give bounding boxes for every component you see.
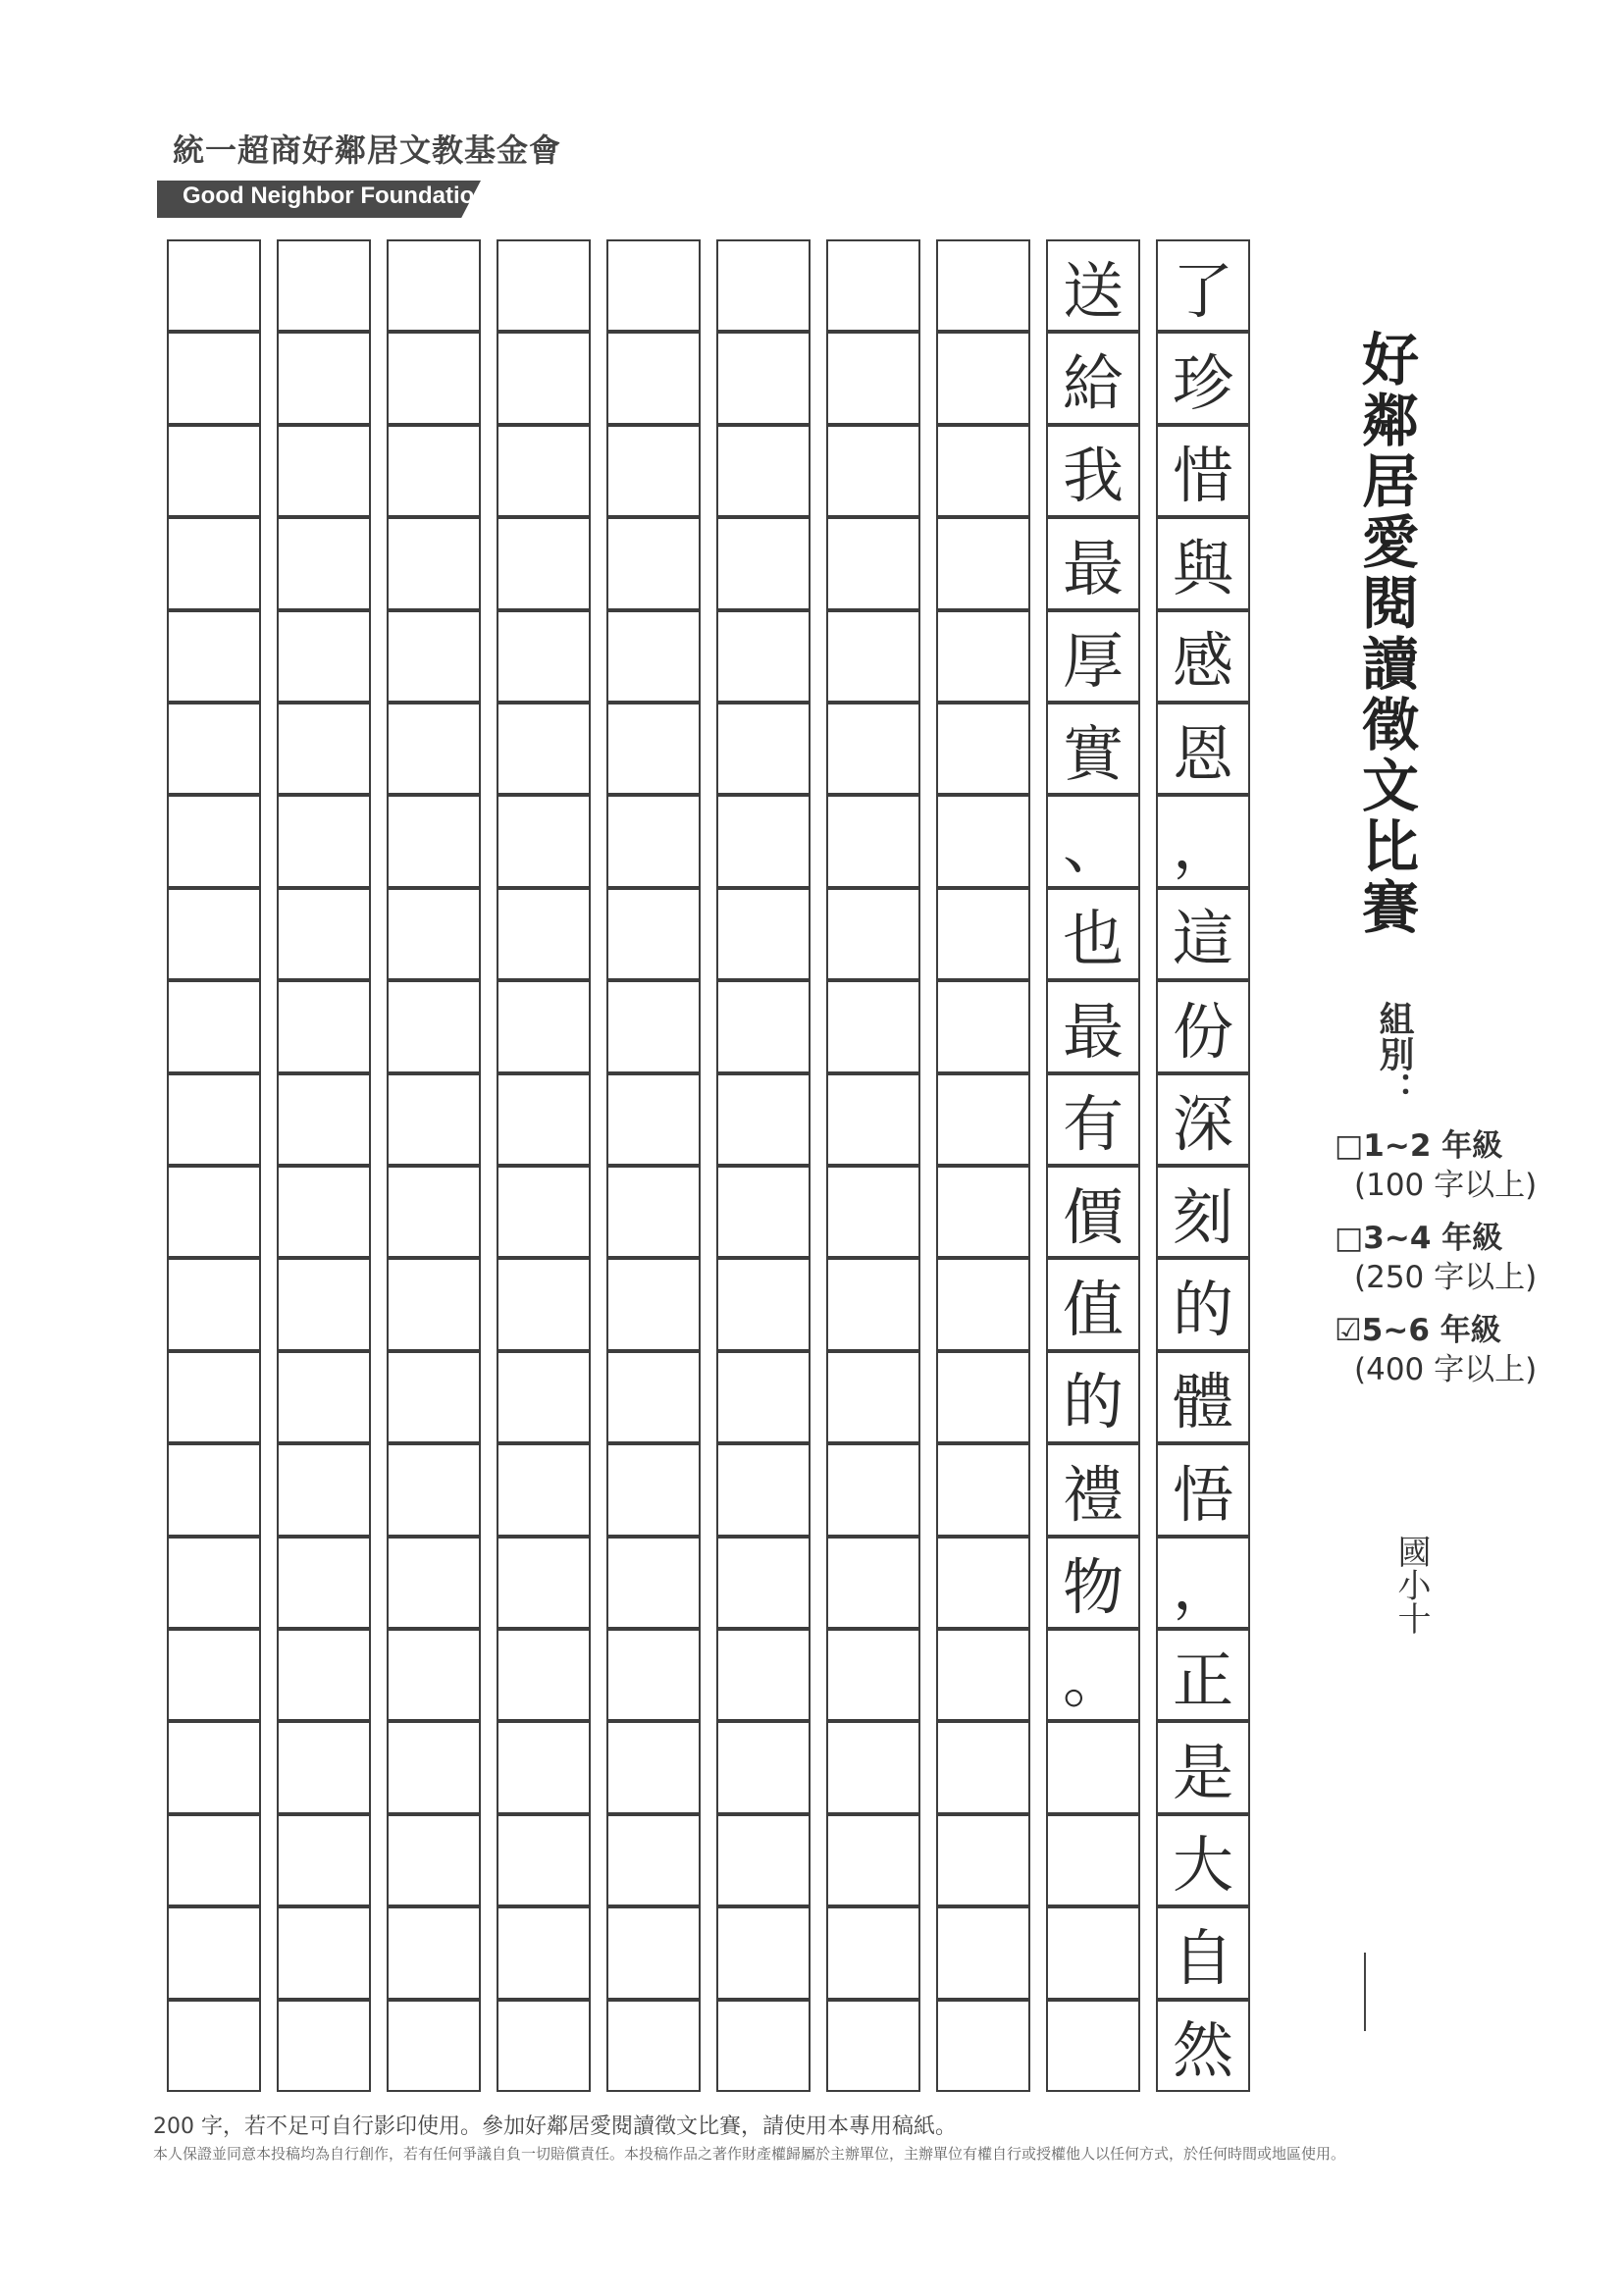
manuscript-cell[interactable]	[387, 1166, 481, 1258]
manuscript-cell[interactable]	[497, 517, 591, 609]
manuscript-cell[interactable]	[497, 1443, 591, 1536]
manuscript-cell[interactable]	[1046, 1814, 1140, 1906]
manuscript-cell[interactable]	[277, 888, 371, 980]
manuscript-cell[interactable]	[826, 1166, 920, 1258]
group-option-1-2[interactable]	[1335, 1126, 1537, 1205]
manuscript-cell[interactable]: 物	[1046, 1537, 1140, 1629]
manuscript-cell[interactable]: 悟	[1156, 1443, 1250, 1536]
manuscript-cell[interactable]	[606, 610, 701, 703]
manuscript-cell[interactable]	[826, 1721, 920, 1813]
manuscript-cell[interactable]	[167, 610, 261, 703]
manuscript-column	[497, 239, 591, 2092]
manuscript-cell[interactable]	[387, 1351, 481, 1443]
manuscript-cell[interactable]	[167, 1537, 261, 1629]
manuscript-cell[interactable]	[606, 980, 701, 1072]
manuscript-cell[interactable]: 的	[1046, 1351, 1140, 1443]
manuscript-cell[interactable]	[716, 1629, 811, 1721]
manuscript-cell[interactable]	[167, 1166, 261, 1258]
manuscript-cell[interactable]	[277, 1351, 371, 1443]
manuscript-column	[387, 239, 481, 2092]
manuscript-cell[interactable]	[936, 1166, 1030, 1258]
group-option-name: □3~4 年級	[1335, 1221, 1503, 1256]
manuscript-cell[interactable]: 最	[1046, 517, 1140, 609]
manuscript-cell[interactable]	[277, 795, 371, 887]
manuscript-cell[interactable]: 最	[1046, 980, 1140, 1072]
manuscript-cell[interactable]	[716, 1814, 811, 1906]
manuscript-cell[interactable]	[716, 703, 811, 795]
manuscript-cell[interactable]: 的	[1156, 1258, 1250, 1350]
manuscript-cell[interactable]	[387, 1258, 481, 1350]
manuscript-cell[interactable]: 深	[1156, 1073, 1250, 1166]
manuscript-cell[interactable]	[716, 1906, 811, 1999]
manuscript-cell[interactable]	[936, 425, 1030, 517]
manuscript-cell[interactable]	[936, 795, 1030, 887]
manuscript-cell[interactable]	[606, 1814, 701, 1906]
manuscript-cell[interactable]	[277, 1721, 371, 1813]
manuscript-cell[interactable]	[606, 1073, 701, 1166]
manuscript-cell[interactable]	[497, 1166, 591, 1258]
manuscript-cell[interactable]: 刻	[1156, 1166, 1250, 1258]
manuscript-cell[interactable]	[387, 1073, 481, 1166]
contest-title: 好鄰居愛閱讀徵文比賽	[1352, 330, 1419, 938]
manuscript-cell[interactable]	[716, 610, 811, 703]
manuscript-cell[interactable]	[167, 888, 261, 980]
manuscript-cell[interactable]	[826, 795, 920, 887]
group-option-name: ☑5~6 年級	[1335, 1313, 1501, 1348]
manuscript-cell[interactable]: 送	[1046, 239, 1140, 332]
manuscript-cell[interactable]	[936, 239, 1030, 332]
manuscript-cell[interactable]	[716, 1351, 811, 1443]
manuscript-cell[interactable]: 我	[1046, 425, 1140, 517]
manuscript-cell[interactable]	[277, 1443, 371, 1536]
manuscript-cell[interactable]: 是	[1156, 1721, 1250, 1813]
manuscript-cell[interactable]	[167, 332, 261, 424]
manuscript-cell[interactable]	[277, 1258, 371, 1350]
manuscript-cell[interactable]	[167, 239, 261, 332]
manuscript-cell[interactable]: 體	[1156, 1351, 1250, 1443]
manuscript-cell[interactable]	[387, 1537, 481, 1629]
manuscript-cell[interactable]: 也	[1046, 888, 1140, 980]
group-option-note: (400 字以上)	[1354, 1352, 1538, 1387]
manuscript-cell[interactable]	[497, 2000, 591, 2092]
manuscript-cell[interactable]: 厚	[1046, 610, 1140, 703]
manuscript-cell[interactable]	[167, 1073, 261, 1166]
manuscript-cell[interactable]	[826, 1443, 920, 1536]
manuscript-cell[interactable]	[497, 888, 591, 980]
manuscript-cell[interactable]	[716, 1073, 811, 1166]
manuscript-cell[interactable]	[826, 425, 920, 517]
manuscript-cell[interactable]	[497, 980, 591, 1072]
manuscript-cell[interactable]	[716, 2000, 811, 2092]
manuscript-cell[interactable]	[167, 703, 261, 795]
group-option-5-6[interactable]	[1335, 1311, 1537, 1389]
manuscript-cell[interactable]	[826, 517, 920, 609]
manuscript-cell[interactable]	[277, 1814, 371, 1906]
manuscript-cell[interactable]	[167, 1258, 261, 1350]
manuscript-cell[interactable]	[387, 239, 481, 332]
manuscript-cell[interactable]	[606, 888, 701, 980]
manuscript-cell[interactable]	[167, 795, 261, 887]
manuscript-cell[interactable]	[387, 1629, 481, 1721]
manuscript-cell[interactable]	[497, 425, 591, 517]
manuscript-cell[interactable]	[387, 332, 481, 424]
manuscript-cell[interactable]	[167, 1906, 261, 1999]
manuscript-cell[interactable]	[387, 2000, 481, 2092]
manuscript-cell[interactable]	[167, 425, 261, 517]
group-option-3-4[interactable]	[1335, 1219, 1537, 1297]
manuscript-cell[interactable]	[936, 980, 1030, 1072]
manuscript-cell[interactable]	[1046, 1906, 1140, 1999]
manuscript-cell[interactable]	[167, 517, 261, 609]
group-option-note: (100 字以上)	[1354, 1168, 1538, 1203]
manuscript-cell[interactable]	[826, 1351, 920, 1443]
manuscript-cell[interactable]	[1046, 2000, 1140, 2092]
manuscript-cell[interactable]	[497, 1537, 591, 1629]
manuscript-cell[interactable]	[606, 1721, 701, 1813]
manuscript-cell[interactable]	[936, 610, 1030, 703]
manuscript-cell[interactable]: ，	[1156, 795, 1250, 887]
manuscript-cell[interactable]: 大	[1156, 1814, 1250, 1906]
manuscript-cell[interactable]	[497, 703, 591, 795]
school-handwritten: 十	[1391, 1601, 1431, 1635]
manuscript-column	[606, 239, 701, 2092]
manuscript-cell[interactable]	[936, 703, 1030, 795]
manuscript-cell[interactable]	[826, 703, 920, 795]
manuscript-cell[interactable]	[606, 1443, 701, 1536]
school-divider-line	[1364, 1953, 1366, 2031]
manuscript-cell[interactable]: 珍	[1156, 332, 1250, 424]
manuscript-cell[interactable]	[606, 1537, 701, 1629]
manuscript-cell[interactable]	[826, 1906, 920, 1999]
manuscript-cell[interactable]	[936, 1721, 1030, 1813]
manuscript-cell[interactable]	[606, 703, 701, 795]
manuscript-cell[interactable]: 感	[1156, 610, 1250, 703]
manuscript-cell[interactable]	[277, 1166, 371, 1258]
manuscript-column	[1156, 239, 1250, 2092]
manuscript-cell[interactable]	[387, 425, 481, 517]
manuscript-cell[interactable]	[716, 888, 811, 980]
manuscript-cell[interactable]	[936, 2000, 1030, 2092]
manuscript-cell[interactable]: 份	[1156, 980, 1250, 1072]
manuscript-cell[interactable]	[167, 1814, 261, 1906]
manuscript-cell[interactable]	[826, 1537, 920, 1629]
manuscript-cell[interactable]: ，	[1156, 1537, 1250, 1629]
manuscript-cell[interactable]	[606, 239, 701, 332]
manuscript-cell[interactable]	[497, 1629, 591, 1721]
manuscript-cell[interactable]	[716, 980, 811, 1072]
manuscript-cell[interactable]: 這	[1156, 888, 1250, 980]
manuscript-cell[interactable]	[936, 1906, 1030, 1999]
manuscript-cell[interactable]	[826, 1073, 920, 1166]
manuscript-cell[interactable]	[936, 1351, 1030, 1443]
manuscript-cell[interactable]: 惜	[1156, 425, 1250, 517]
manuscript-cell[interactable]	[167, 1721, 261, 1813]
manuscript-cell[interactable]	[277, 517, 371, 609]
manuscript-cell[interactable]: 給	[1046, 332, 1140, 424]
manuscript-cell[interactable]	[387, 980, 481, 1072]
manuscript-cell[interactable]	[826, 980, 920, 1072]
manuscript-cell[interactable]	[387, 1814, 481, 1906]
manuscript-cell[interactable]	[716, 1537, 811, 1629]
manuscript-cell[interactable]: 正	[1156, 1629, 1250, 1721]
manuscript-cell[interactable]	[936, 1537, 1030, 1629]
manuscript-cell[interactable]	[826, 332, 920, 424]
manuscript-cell[interactable]	[277, 239, 371, 332]
school-country-label: 國	[1391, 1535, 1431, 1568]
manuscript-cell[interactable]	[277, 610, 371, 703]
manuscript-cell[interactable]	[826, 888, 920, 980]
group-option-note: (250 字以上)	[1354, 1260, 1538, 1295]
manuscript-cell[interactable]	[387, 1443, 481, 1536]
manuscript-cell[interactable]	[716, 517, 811, 609]
manuscript-cell[interactable]	[606, 2000, 701, 2092]
manuscript-cell[interactable]	[606, 1629, 701, 1721]
manuscript-cell[interactable]	[277, 703, 371, 795]
manuscript-cell[interactable]	[387, 517, 481, 609]
manuscript-cell[interactable]	[497, 239, 591, 332]
manuscript-cell[interactable]: 價	[1046, 1166, 1140, 1258]
manuscript-cell[interactable]	[826, 1814, 920, 1906]
footer-copyright-notice: 本人保證並同意本投稿均為自行創作，若有任何爭議自負一切賠償責任。本投稿作品之著作財產權歸屬於主辦單位，主辦單位有權自行或授權他人以任何方式，於任何時間或地區使用。	[153, 2145, 1346, 2163]
manuscript-cell[interactable]	[606, 1906, 701, 1999]
manuscript-cell[interactable]	[497, 1906, 591, 1999]
school-label	[1382, 1535, 1440, 1635]
manuscript-cell[interactable]	[497, 332, 591, 424]
group-label: 組別：	[1374, 1001, 1414, 1107]
manuscript-cell[interactable]	[387, 795, 481, 887]
manuscript-cell[interactable]	[606, 1351, 701, 1443]
manuscript-cell[interactable]	[936, 1258, 1030, 1350]
manuscript-cell[interactable]	[277, 980, 371, 1072]
manuscript-cell[interactable]: 實	[1046, 703, 1140, 795]
manuscript-cell[interactable]	[167, 2000, 261, 2092]
manuscript-cell[interactable]	[936, 888, 1030, 980]
manuscript-cell[interactable]: 值	[1046, 1258, 1140, 1350]
manuscript-cell[interactable]	[497, 1258, 591, 1350]
manuscript-column	[1046, 239, 1140, 2092]
manuscript-cell[interactable]	[387, 703, 481, 795]
manuscript-cell[interactable]: 然	[1156, 2000, 1250, 2092]
manuscript-cell[interactable]	[716, 239, 811, 332]
manuscript-cell[interactable]	[826, 1258, 920, 1350]
manuscript-cell[interactable]	[1046, 1721, 1140, 1813]
manuscript-cell[interactable]	[277, 2000, 371, 2092]
manuscript-cell[interactable]	[387, 1721, 481, 1813]
manuscript-cell[interactable]	[826, 1629, 920, 1721]
manuscript-cell[interactable]: 。	[1046, 1629, 1140, 1721]
manuscript-cell[interactable]	[497, 1073, 591, 1166]
manuscript-cell[interactable]: 禮	[1046, 1443, 1140, 1536]
manuscript-cell[interactable]	[936, 1814, 1030, 1906]
manuscript-cell[interactable]	[716, 1721, 811, 1813]
manuscript-cell[interactable]	[497, 795, 591, 887]
footer-instructions: 200 字，若不足可自行影印使用。參加好鄰居愛閱讀徵文比賽，請使用本專用稿紙。	[153, 2114, 957, 2139]
manuscript-cell[interactable]	[716, 332, 811, 424]
manuscript-cell[interactable]	[497, 610, 591, 703]
manuscript-column	[826, 239, 920, 2092]
manuscript-cell[interactable]	[387, 610, 481, 703]
manuscript-cell[interactable]	[716, 1443, 811, 1536]
manuscript-cell[interactable]	[936, 1073, 1030, 1166]
manuscript-cell[interactable]	[497, 1721, 591, 1813]
school-elementary-label: 小	[1391, 1568, 1431, 1601]
manuscript-cell[interactable]	[606, 425, 701, 517]
manuscript-cell[interactable]	[936, 332, 1030, 424]
manuscript-cell[interactable]	[826, 2000, 920, 2092]
manuscript-cell[interactable]: 自	[1156, 1906, 1250, 1999]
manuscript-cell[interactable]: 與	[1156, 517, 1250, 609]
manuscript-cell[interactable]	[716, 1166, 811, 1258]
manuscript-cell[interactable]	[606, 332, 701, 424]
manuscript-cell[interactable]	[277, 1906, 371, 1999]
foundation-name-en: Good Neighbor Foundation	[183, 183, 489, 209]
manuscript-cell[interactable]	[277, 1073, 371, 1166]
manuscript-cell[interactable]	[606, 795, 701, 887]
manuscript-cell[interactable]	[826, 239, 920, 332]
manuscript-cell[interactable]	[716, 425, 811, 517]
manuscript-cell[interactable]: 有	[1046, 1073, 1140, 1166]
manuscript-cell[interactable]	[606, 517, 701, 609]
manuscript-cell[interactable]	[277, 425, 371, 517]
manuscript-cell[interactable]	[826, 610, 920, 703]
manuscript-cell[interactable]	[167, 980, 261, 1072]
manuscript-cell[interactable]	[936, 517, 1030, 609]
manuscript-cell[interactable]	[497, 1814, 591, 1906]
manuscript-cell[interactable]: 了	[1156, 239, 1250, 332]
manuscript-cell[interactable]	[936, 1629, 1030, 1721]
manuscript-column	[277, 239, 371, 2092]
manuscript-cell[interactable]	[277, 1537, 371, 1629]
manuscript-cell[interactable]	[936, 1443, 1030, 1536]
manuscript-cell[interactable]	[716, 795, 811, 887]
manuscript-cell[interactable]	[167, 1629, 261, 1721]
group-option-name: □1~2 年級	[1335, 1128, 1503, 1164]
manuscript-cell[interactable]	[277, 332, 371, 424]
manuscript-cell[interactable]: 恩	[1156, 703, 1250, 795]
manuscript-cell[interactable]	[167, 1351, 261, 1443]
manuscript-cell[interactable]	[387, 888, 481, 980]
manuscript-cell[interactable]	[716, 1258, 811, 1350]
manuscript-grid	[167, 239, 1234, 2092]
manuscript-cell[interactable]: 、	[1046, 795, 1140, 887]
manuscript-cell[interactable]	[497, 1351, 591, 1443]
manuscript-column	[167, 239, 261, 2092]
manuscript-cell[interactable]	[387, 1906, 481, 1999]
manuscript-column	[716, 239, 811, 2092]
manuscript-cell[interactable]	[606, 1258, 701, 1350]
manuscript-cell[interactable]	[606, 1166, 701, 1258]
manuscript-cell[interactable]	[167, 1443, 261, 1536]
manuscript-cell[interactable]	[277, 1629, 371, 1721]
manuscript-column	[936, 239, 1030, 2092]
foundation-name-cn: 統一超商好鄰居文教基金會	[173, 131, 562, 169]
